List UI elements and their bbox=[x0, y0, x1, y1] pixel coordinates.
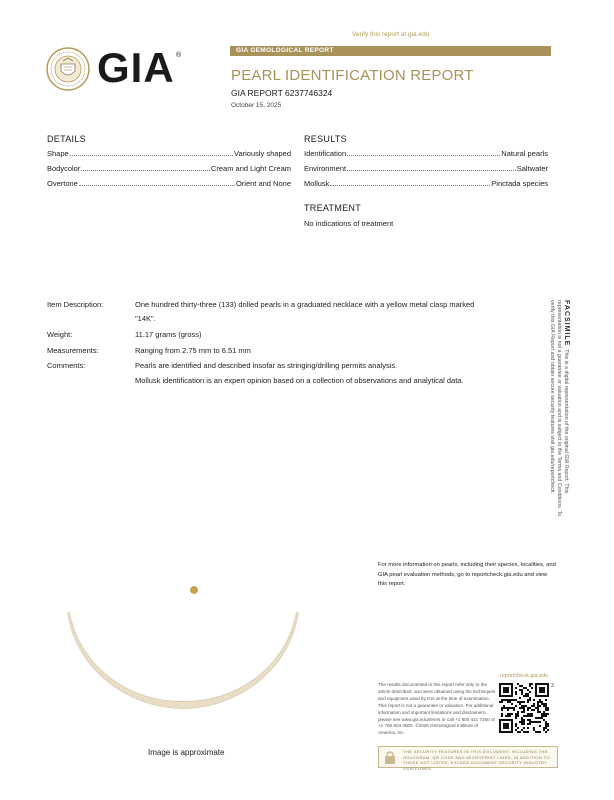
results-label: Environment bbox=[304, 164, 347, 173]
qr-number: 3 bbox=[551, 683, 554, 689]
report-date: October 15, 2025 bbox=[231, 102, 282, 109]
results-heading: RESULTS bbox=[304, 134, 347, 144]
results-label: Identification bbox=[304, 149, 347, 158]
report-title: PEARL IDENTIFICATION REPORT bbox=[231, 67, 474, 84]
weight-value: 11.17 grams (gross) bbox=[135, 330, 202, 339]
comments-line2: Mollusk identification is an expert opinion based on a collection of observations and analytical data. bbox=[135, 376, 464, 385]
facsimile-panel bbox=[549, 300, 602, 522]
verify-link[interactable]: Verify this report at gia.edu bbox=[352, 31, 430, 38]
clasp-icon bbox=[191, 587, 198, 594]
results-value: Saltwater bbox=[516, 164, 548, 173]
item-description-line1: One hundred thirty-three (133) drilled pearls in a graduated necklace with a yellow metal clasp marked bbox=[135, 300, 475, 309]
comments-line1: Pearls are identified and described insofar as stringing/drilling permits analysis. bbox=[135, 361, 398, 370]
details-label: Shape bbox=[47, 149, 69, 158]
results-label: Mollusk bbox=[304, 179, 330, 188]
item-description-line2: "14K". bbox=[135, 314, 156, 323]
comments-label: Comments: bbox=[47, 361, 86, 370]
details-heading: DETAILS bbox=[47, 134, 86, 144]
measurements-label: Measurements: bbox=[47, 346, 99, 355]
weight-label: Weight: bbox=[47, 330, 73, 339]
results-value: Pinctada species bbox=[491, 179, 548, 188]
gia-logo-text: GIA bbox=[97, 44, 175, 91]
qr-code-icon[interactable] bbox=[499, 683, 549, 733]
gia-emblem-icon bbox=[46, 47, 90, 91]
security-banner bbox=[378, 746, 558, 771]
security-text: THE SECURITY FEATURES IN THIS DOCUMENT, INCLUDING THE HOLOGRAM, QR CODE AND MICROPRINT LINES, IN ADDITION TO THOSE NOT LISTED, EXCEED DOCUMENT SECURITY INDUSTRY GUIDELINES. bbox=[403, 749, 550, 771]
details-row-overtone bbox=[47, 179, 291, 188]
details-value: Variously shaped bbox=[234, 149, 291, 158]
details-row-shape bbox=[47, 149, 291, 158]
fineprint-text: The results documented in this report refer only to the article described, and were obtained using the techniques and equipment used by GIA at the time of examination. This report is not a guarantee or valuation. For additional information and important limitations and disclaimers, please see www.gia.edu/terms or call +1 800 421 7250 or +1 760 603 4500. ©2025 Gemological Institute of America, Inc. bbox=[378, 682, 496, 736]
item-description-label: Item Description: bbox=[47, 300, 104, 309]
details-label: Overtone bbox=[47, 179, 78, 188]
results-value: Natural pearls bbox=[501, 149, 548, 158]
registered-mark: ® bbox=[176, 52, 182, 59]
treatment-heading: TREATMENT bbox=[304, 203, 362, 213]
lock-icon bbox=[384, 750, 396, 764]
more-info-text: For more information on pearls, including their species, localities, and GIA pearl evaluation methods, go to reportcheck.gia.edu and view this report. bbox=[378, 562, 556, 587]
facsimile-text: This is a digital representation of the original GIA Report. This representation is not a guarantee or valuation and is subject to the Terms and Conditions. To verify this GIA Report and obtain secure security features visit gia.edu/reportcheck. bbox=[549, 300, 569, 517]
treatment-text: No indications of treatment bbox=[304, 219, 394, 228]
report-type-label: GIA GEMOLOGICAL REPORT bbox=[236, 47, 334, 54]
pearl-necklace-image bbox=[58, 578, 308, 736]
pearl bbox=[296, 612, 299, 615]
details-row-bodycolor bbox=[47, 164, 291, 173]
measurements-value: Ranging from 2.75 mm to 6.51 mm bbox=[135, 346, 251, 355]
facsimile-heading: FACSIMILE bbox=[563, 300, 570, 347]
report-type-bar bbox=[230, 46, 551, 56]
image-caption: Image is approximate bbox=[148, 748, 225, 757]
details-value: Cream and Light Cream bbox=[210, 164, 291, 173]
results-row-environment bbox=[304, 164, 548, 173]
reportcheck-link[interactable]: reportcheck.gia.edu bbox=[500, 673, 549, 679]
details-label: Bodycolor bbox=[47, 164, 81, 173]
details-value: Orient and None bbox=[235, 179, 291, 188]
results-row-identification bbox=[304, 149, 548, 158]
results-row-mollusk bbox=[304, 179, 548, 188]
report-number: GIA REPORT 6237746324 bbox=[231, 88, 333, 98]
